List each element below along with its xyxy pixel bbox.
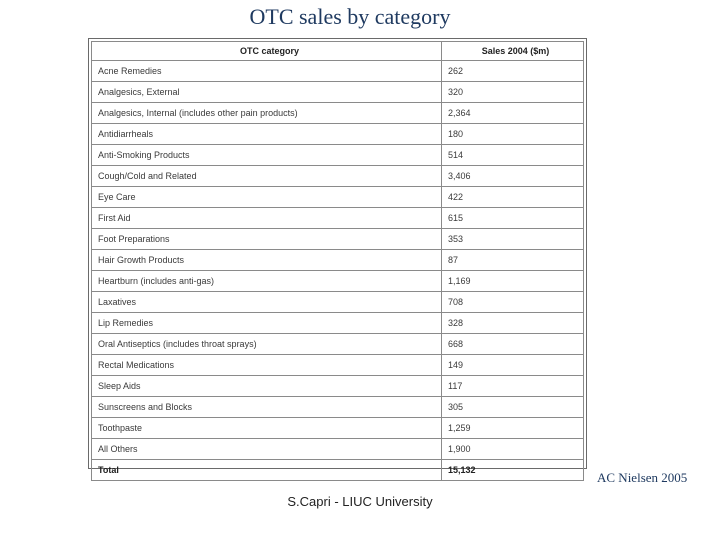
sales-cell: 353 [442, 229, 584, 250]
sales-cell: 328 [442, 313, 584, 334]
category-cell: Laxatives [92, 292, 442, 313]
source-citation: AC Nielsen 2005 [597, 470, 688, 485]
table-row [92, 103, 584, 124]
table-row [92, 376, 584, 397]
table-row [92, 61, 584, 82]
category-cell: Toothpaste [92, 418, 442, 439]
category-cell: Sunscreens and Blocks [92, 397, 442, 418]
category-cell: Rectal Medications [92, 355, 442, 376]
table-row [92, 313, 584, 334]
total-label: Total [92, 460, 442, 481]
category-cell: Foot Preparations [92, 229, 442, 250]
sales-cell: 615 [442, 208, 584, 229]
sales-cell: 1,900 [442, 439, 584, 460]
otc-sales-table-frame [88, 38, 587, 475]
category-cell: Analgesics, Internal (includes other pain products) [92, 103, 442, 124]
category-cell: Acne Remedies [92, 61, 442, 82]
category-cell: Lip Remedies [92, 313, 442, 334]
table-row [92, 250, 584, 271]
sales-cell: 422 [442, 187, 584, 208]
category-cell: Eye Care [92, 187, 442, 208]
otc-sales-table [91, 41, 584, 481]
sales-cell: 668 [442, 334, 584, 355]
table-row [92, 187, 584, 208]
sales-cell: 180 [442, 124, 584, 145]
category-cell: First Aid [92, 208, 442, 229]
sales-cell: 262 [442, 61, 584, 82]
category-cell: Anti-Smoking Products [92, 145, 442, 166]
total-sales: 15,132 [442, 460, 584, 481]
sales-cell: 1,259 [442, 418, 584, 439]
column-header-category: OTC category [92, 42, 442, 61]
footer-text: S.Capri - LIUC University [287, 494, 433, 509]
table-row [92, 397, 584, 418]
table-header-row [92, 42, 584, 61]
table-row [92, 208, 584, 229]
table-row [92, 334, 584, 355]
table-row [92, 229, 584, 250]
sales-cell: 514 [442, 145, 584, 166]
table-row [92, 439, 584, 460]
column-header-sales: Sales 2004 ($m) [442, 42, 584, 61]
sales-cell: 305 [442, 397, 584, 418]
category-cell: Oral Antiseptics (includes throat sprays) [92, 334, 442, 355]
table-row [92, 82, 584, 103]
slide-title: OTC sales by category [249, 4, 451, 29]
sales-cell: 1,169 [442, 271, 584, 292]
sales-cell: 117 [442, 376, 584, 397]
category-cell: Cough/Cold and Related [92, 166, 442, 187]
sales-cell: 2,364 [442, 103, 584, 124]
sales-cell: 320 [442, 82, 584, 103]
sales-cell: 3,406 [442, 166, 584, 187]
category-cell: Antidiarrheals [92, 124, 442, 145]
category-cell: Sleep Aids [92, 376, 442, 397]
sales-cell: 708 [442, 292, 584, 313]
table-row [92, 124, 584, 145]
category-cell: Analgesics, External [92, 82, 442, 103]
table-row [92, 166, 584, 187]
category-cell: Hair Growth Products [92, 250, 442, 271]
table-row [92, 145, 584, 166]
table-row [92, 292, 584, 313]
category-cell: Heartburn (includes anti-gas) [92, 271, 442, 292]
category-cell: All Others [92, 439, 442, 460]
table-row [92, 271, 584, 292]
table-total-row [92, 460, 584, 481]
sales-cell: 87 [442, 250, 584, 271]
table-row [92, 355, 584, 376]
table-row [92, 418, 584, 439]
sales-cell: 149 [442, 355, 584, 376]
